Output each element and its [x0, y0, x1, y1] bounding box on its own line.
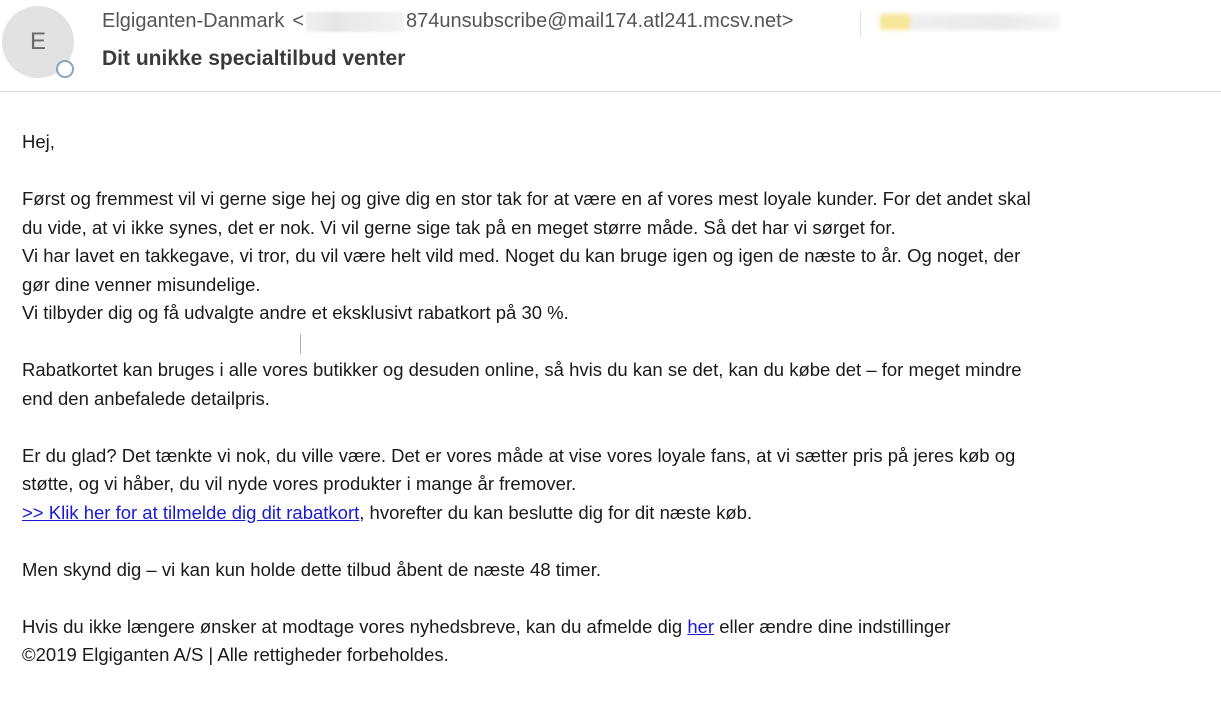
avatar-initial: E — [29, 28, 46, 55]
paragraph-spacer — [22, 413, 1172, 442]
redacted-recipient-blur — [880, 14, 1060, 30]
unsubscribe-link[interactable]: her — [687, 615, 715, 637]
paragraph-spacer — [22, 527, 1172, 556]
email-header — [0, 0, 1221, 92]
paragraph-spacer — [22, 328, 1172, 357]
copyright-line: ©2019 Elgiganten A/S | Alle rettigheder forbeholdes. — [22, 644, 449, 665]
email-body — [22, 128, 1172, 670]
body-line: end den anbefalede detailpris. — [22, 387, 270, 409]
rabatkort-signup-link[interactable]: >> Klik her for at tilmelde dig dit rabatkort — [22, 501, 360, 523]
header-divider — [860, 10, 861, 38]
greeting: Hej, — [22, 131, 55, 152]
body-line: Vi har lavet en takkegave, vi tror, du vil være helt vild med. Noget du kan bruge igen og igen de næste to år. Og noget, der — [22, 245, 1021, 266]
paragraph-spacer — [22, 584, 1172, 613]
cta-line — [22, 499, 1172, 528]
presence-status-icon — [56, 60, 74, 78]
sender-address: 874unsubscribe@mail174.atl241.mcsv.net> — [406, 10, 794, 32]
urgency-line: Men skynd dig – vi kan kun holde dette tilbud åbent de næste 48 timer. — [22, 558, 602, 580]
email-subject: Dit unikke specialtilbud venter — [102, 47, 406, 70]
cta-after-text: , hvorefter du kan beslutte dig for dit næste køb. — [359, 501, 753, 523]
paragraph-spacer — [22, 157, 1172, 186]
body-line: Vi tilbyder dig og få udvalgte andre et eksklusivt rabatkort på 30 %. — [22, 302, 569, 323]
redacted-address-blur — [306, 12, 404, 32]
sender-address-open: < — [292, 10, 305, 32]
unsubscribe-before: Hvis du ikke længere ønsker at modtage vores nyhedsbreve, kan du afmelde dig — [22, 615, 688, 637]
unsubscribe-after: eller ændre dine indstillinger — [714, 615, 951, 637]
body-line: gør dine venner misundelige. — [22, 273, 261, 295]
body-line: du vide, at vi ikke synes, det er nok. Vi vil gerne sige tak på en meget større måde. Så det har vi sørget for. — [22, 216, 896, 238]
sender-line[interactable] — [102, 10, 793, 33]
body-line: Rabatkortet kan bruges i alle vores butikker og desuden online, så hvis du kan se det, kan du købe det – for meget mindre — [22, 359, 1022, 380]
unsubscribe-line — [22, 613, 1172, 642]
body-line: Er du glad? Det tænkte vi nok, du ville være. Det er vores måde at vise vores loyale fans, at vi sætter pris på jeres køb og — [22, 444, 1016, 466]
body-line: Først og fremmest vil vi gerne sige hej og give dig en stor tak for at være en af vores mest loyale kunder. For det andet skal — [22, 188, 1031, 209]
sender-name: Elgiganten-Danmark — [102, 10, 285, 32]
body-line: støtte, og vi håber, du vil nyde vores produkter i mange år fremover. — [22, 473, 577, 494]
text-cursor-icon — [300, 334, 301, 354]
